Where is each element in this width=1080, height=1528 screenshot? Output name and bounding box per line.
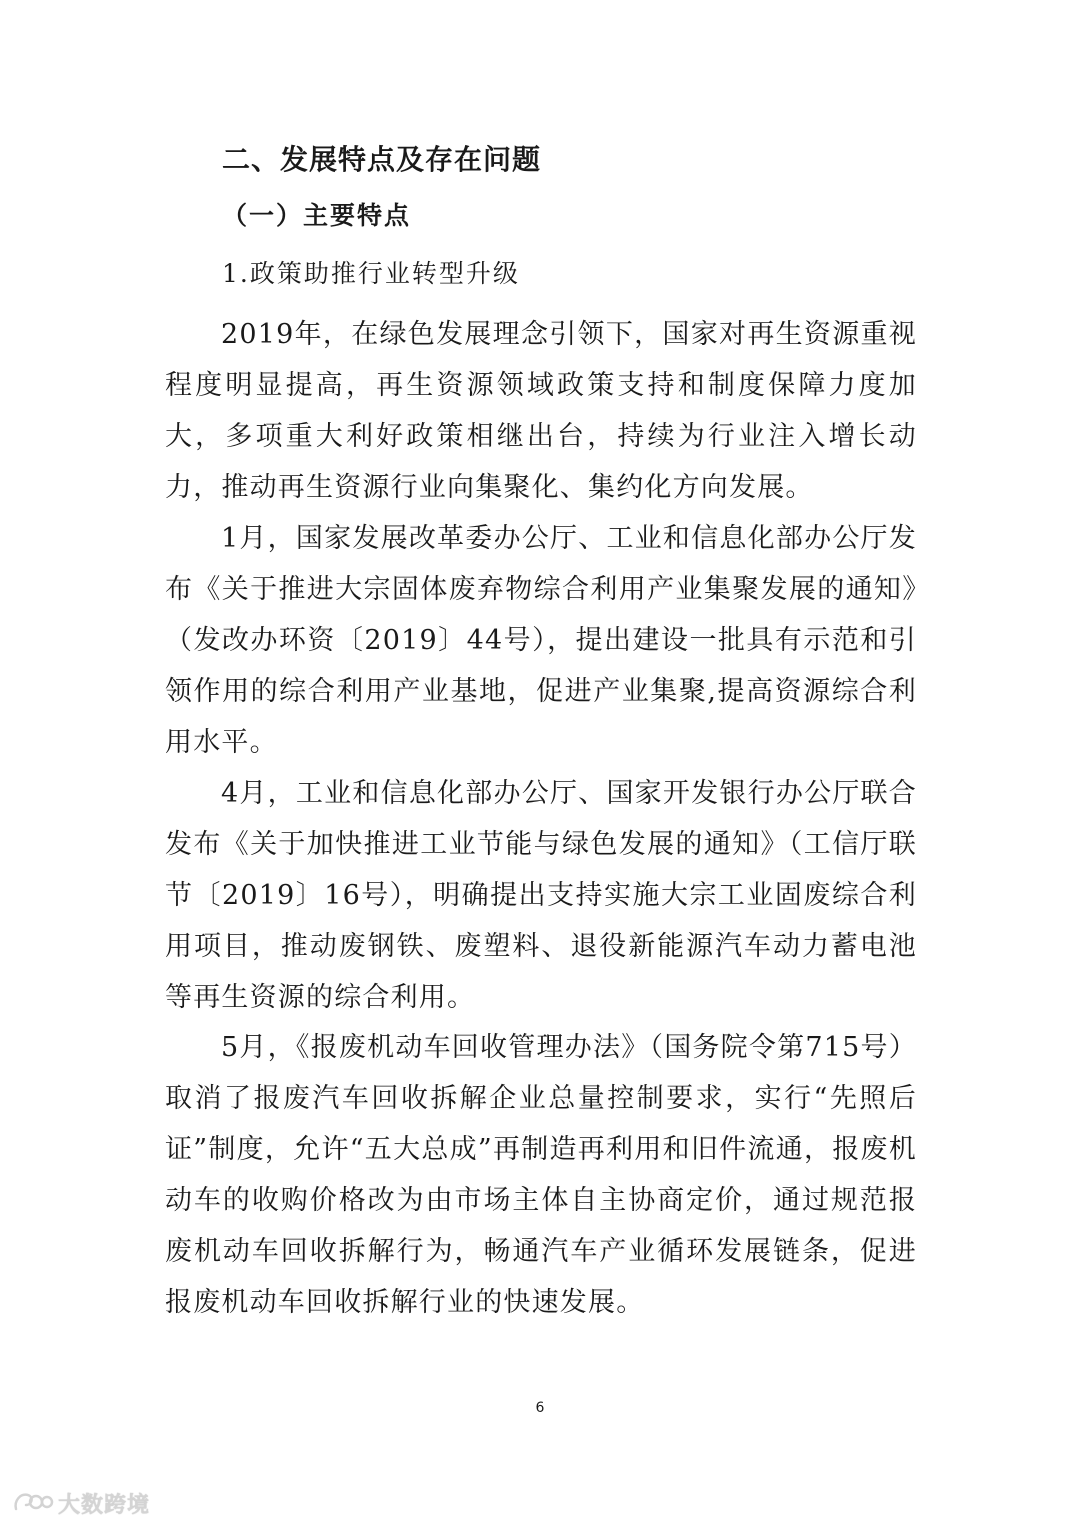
paragraph-april-notice: 4月，工业和信息化部办公厅、国家开发银行办公厅联合发布《关于加快推进工业节能与绿色发展的通知》（工信厅联节〔2019〕16号），明确提出支持实施大宗工业固废综合利用项目，推动废钢铁、废塑料、退役新能源汽车动力蓄电池等再生资源的综合利用。 [165,778,917,1013]
subsection-heading: （一）主要特点 [222,201,412,230]
page-number: 6 [535,1400,545,1416]
logo-icon [12,1489,54,1519]
watermark-text: 大数跨境 [58,1493,151,1518]
paragraph-may-regulation: 5月，《报废机动车回收管理办法》（国务院令第715号）取消了报废汽车回收拆解企业总量控制要求，实行“先照后证”制度，允许“五大总成”再制造再利用和旧件流通，报废机动车的收购价格改为由市场主体自主协商定价，通过规范报废机动车回收拆解行为，畅通汽车产业循环发展链条，促进报废机动车回收拆解行业的快速发展。 [165,1032,917,1318]
paragraph-policy-overview: 2019年，在绿色发展理念引领下，国家对再生资源重视程度明显提高，再生资源领域政策支持和制度保障力度加大，多项重大利好政策相继出台，持续为行业注入增长动力，推动再生资源行业向集聚化、集约化方向发展。 [165,319,917,503]
item-heading: 1.政策助推行业转型升级 [222,259,520,288]
watermark [12,1488,150,1519]
section-heading: 二、发展特点及存在问题 [222,143,542,176]
paragraph-january-notice: 1月，国家发展改革委办公厅、工业和信息化部办公厅发布《关于推进大宗固体废弃物综合利用产业集聚发展的通知》（发改办环资〔2019〕44号），提出建设一批具有示范和引领作用的综合利用产业基地，促进产业集聚,提高资源综合利用水平。 [165,523,917,758]
